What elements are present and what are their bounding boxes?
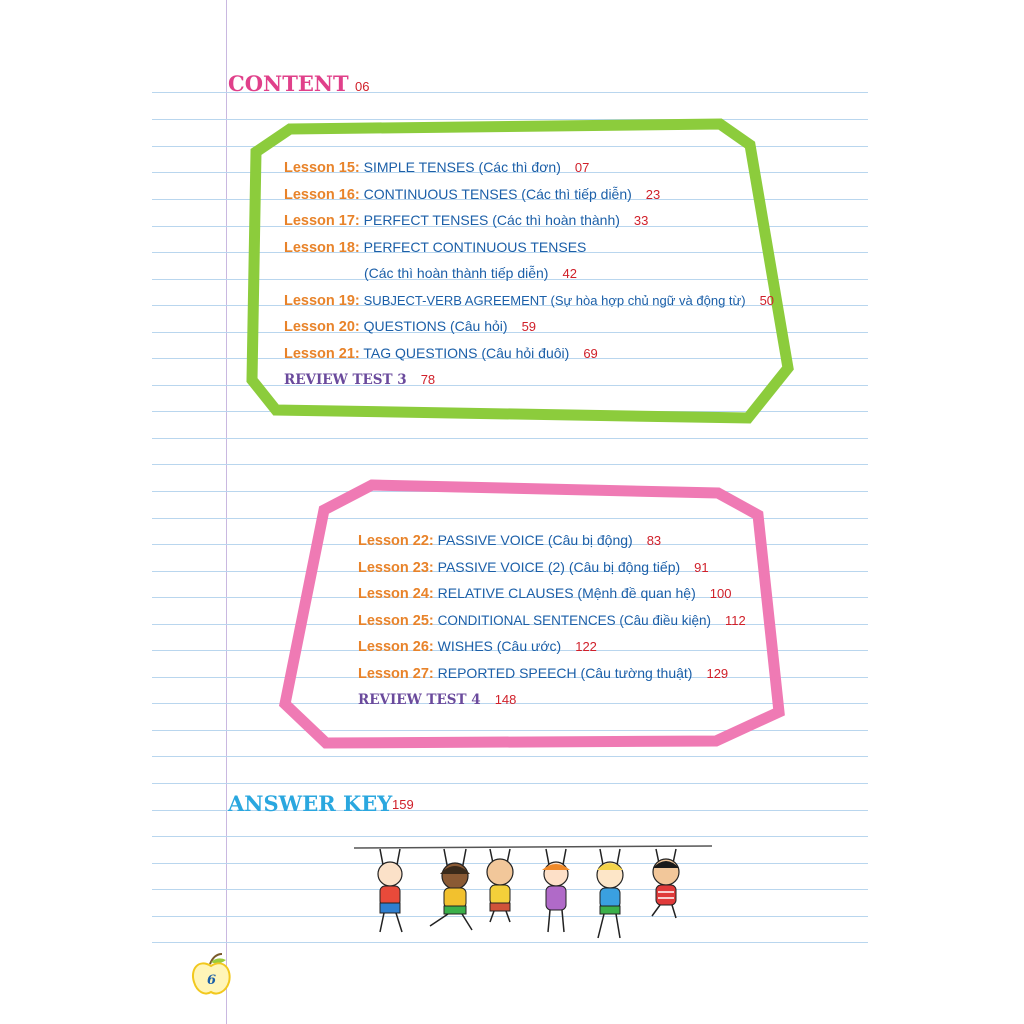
page-number: 83 bbox=[646, 533, 662, 548]
toc-row[interactable] bbox=[358, 664, 728, 683]
toc-row[interactable] bbox=[284, 211, 648, 230]
lesson-label: Lesson 25: bbox=[358, 613, 434, 629]
lesson-title: QUESTIONS (Câu hỏi) bbox=[363, 318, 508, 334]
toc-row[interactable] bbox=[284, 317, 536, 336]
toc-row[interactable] bbox=[358, 584, 731, 603]
hanging-kids-illustration bbox=[350, 840, 720, 944]
page-number: 07 bbox=[574, 160, 590, 175]
lesson-title: CONTINUOUS TENSES (Các thì tiếp diễn) bbox=[363, 186, 632, 202]
toc-row[interactable] bbox=[358, 637, 597, 656]
lesson-title: REPORTED SPEECH (Câu tường thuật) bbox=[437, 665, 693, 681]
toc-row[interactable] bbox=[284, 158, 589, 177]
page-number: 78 bbox=[420, 372, 436, 387]
page-number: 69 bbox=[583, 346, 598, 361]
answer-key-heading[interactable]: ANSWER KEY bbox=[228, 791, 393, 816]
footer-page-number: 6 bbox=[207, 973, 217, 988]
toc-row[interactable] bbox=[358, 531, 661, 550]
kid-figure bbox=[542, 849, 570, 932]
page-number: 50 bbox=[759, 293, 775, 308]
page-number: 91 bbox=[694, 560, 709, 575]
page-number: 148 bbox=[494, 692, 517, 707]
lesson-title: WISHES (Câu ước) bbox=[437, 638, 562, 654]
lesson-label: Lesson 19: bbox=[284, 293, 360, 309]
answer-key-page: 159 bbox=[392, 797, 414, 812]
lesson-title: PASSIVE VOICE (2) (Câu bị động tiếp) bbox=[437, 559, 681, 575]
review-label: REVIEW TEST 4 bbox=[358, 692, 481, 708]
lesson-title: PASSIVE VOICE (Câu bị động) bbox=[437, 532, 633, 548]
toc-row[interactable] bbox=[358, 558, 709, 577]
lesson-title: PERFECT CONTINUOUS TENSES bbox=[363, 239, 587, 255]
kid-figure bbox=[652, 849, 679, 918]
lesson-label: Lesson 27: bbox=[358, 666, 434, 682]
page-number: 100 bbox=[709, 586, 732, 601]
kid-figure bbox=[430, 849, 472, 930]
kid-figure bbox=[378, 849, 402, 932]
kid-figure bbox=[487, 849, 513, 922]
content-heading: CONTENT bbox=[228, 71, 349, 96]
lesson-label: Lesson 18: bbox=[284, 240, 360, 256]
toc-row[interactable] bbox=[284, 344, 598, 363]
page-number: 42 bbox=[562, 266, 577, 281]
lesson-label: Lesson 15: bbox=[284, 160, 360, 176]
lesson-title: TAG QUESTIONS (Câu hỏi đuôi) bbox=[363, 345, 570, 361]
toc-row[interactable] bbox=[358, 611, 746, 630]
page-number: 33 bbox=[633, 213, 649, 228]
lesson-title: SUBJECT-VERB AGREEMENT (Sự hòa hợp chủ ngữ và động từ) bbox=[363, 293, 746, 308]
page-number: 122 bbox=[575, 639, 597, 654]
lesson-label: Lesson 20: bbox=[284, 319, 360, 335]
lesson-label: Lesson 16: bbox=[284, 187, 360, 203]
toc-row[interactable] bbox=[284, 291, 774, 310]
lesson-title: (Các thì hoàn thành tiếp diễn) bbox=[364, 265, 549, 281]
lesson-label: Lesson 24: bbox=[358, 586, 434, 602]
lesson-label: Lesson 17: bbox=[284, 213, 360, 229]
lesson-title: RELATIVE CLAUSES (Mệnh đề quan hệ) bbox=[437, 585, 696, 601]
page-number: 112 bbox=[724, 613, 746, 628]
toc-row[interactable] bbox=[284, 185, 660, 204]
lesson-label: Lesson 23: bbox=[358, 560, 434, 576]
toc-row-continuation[interactable] bbox=[364, 264, 577, 283]
lesson-title: CONDITIONAL SENTENCES (Câu điều kiện) bbox=[437, 613, 711, 628]
toc-row[interactable] bbox=[284, 238, 586, 257]
review-row[interactable] bbox=[358, 690, 516, 709]
lesson-label: Lesson 22: bbox=[358, 533, 434, 549]
lesson-label: Lesson 26: bbox=[358, 639, 434, 655]
kid-figure bbox=[597, 849, 623, 938]
page-number: 59 bbox=[521, 319, 537, 334]
review-label: REVIEW TEST 3 bbox=[284, 372, 407, 388]
lesson-title: PERFECT TENSES (Các thì hoàn thành) bbox=[363, 212, 620, 228]
review-row[interactable] bbox=[284, 370, 435, 389]
lesson-label: Lesson 21: bbox=[284, 346, 360, 362]
page-number: 129 bbox=[706, 666, 729, 681]
lesson-title: SIMPLE TENSES (Các thì đơn) bbox=[363, 159, 561, 175]
content-page: 06 bbox=[355, 79, 370, 94]
page-number: 23 bbox=[645, 187, 661, 202]
